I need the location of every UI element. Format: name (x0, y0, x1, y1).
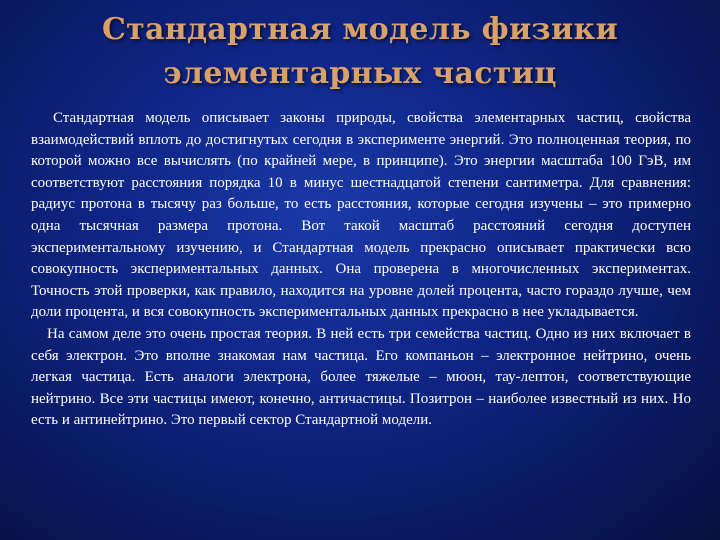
body-paragraph-2: На самом деле это очень простая теория. В ней есть три семейства частиц. Одно из них включает в себя электрон. Это вполне знакомая нам частица. Его компаньон – электронное нейтрино, очень легкая частица. Есть аналоги электрона, более тяжелые – мюон, тау-лептон, соответствующие нейтрино. Все эти частицы имеют, конечно, античастицы. Позитрон – наиболее известный из них. Но есть и антинейтрино. Это первый сектор Стандартной модели. (31, 325, 691, 429)
slide-body (31, 108, 691, 432)
slide-title-line-1: Стандартная модель физики (101, 12, 619, 47)
slide-title-line-2: элементарных частиц (163, 56, 557, 91)
slide-title (60, 8, 660, 96)
body-paragraph-1: Стандартная модель описывает законы природы, свойства элементарных частиц, свойства взаимодействий вплоть до достигнутых сегодня в эксперименте энергий. Это полноценная теория, по которой можно все вычислять (по крайней мере, в принципе). Это энергии масштаба 100 ГэВ, им соответствуют расстояния порядка 10 в минус шестнадцатой степени сантиметра. Для сравнения: радиус протона в тысячу раз больше, то есть расстояния, которые сегодня изучены – это примерно одна тысячная размера протона. Вот такой масштаб расстояний сегодня доступен экспериментальному изучению, и Стандартная модель прекрасно описывает практически всю совокупность экспериментальных данных. Она проверена в многочисленных экспериментах. Точность этой проверки, как правило, находится на уровне долей процента, часто гораздо лучше, чем доли процента, и вся совокупность экспериментальных данных прекрасно в нее укладывается. (31, 110, 691, 321)
